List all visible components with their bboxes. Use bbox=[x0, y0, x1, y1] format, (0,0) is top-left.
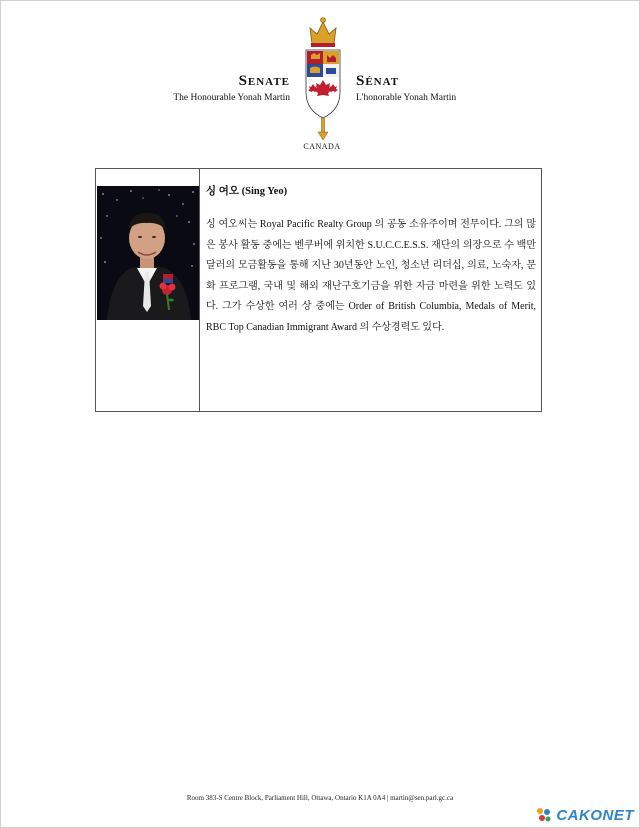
watermark-logo-icon bbox=[535, 806, 553, 824]
footer-address: Room 383-S Centre Block, Parliament Hill, Ottawa, Ontario K1A 0A4 | martin@sen.parl.gc.ca bbox=[186, 794, 454, 802]
senate-crest-icon bbox=[298, 14, 348, 142]
column-divider bbox=[199, 169, 200, 411]
watermark bbox=[535, 806, 634, 824]
watermark-text: CAKONET bbox=[556, 806, 634, 824]
bio-table bbox=[95, 168, 542, 412]
bio-content bbox=[206, 185, 536, 338]
senate-title-en: Senate bbox=[238, 73, 290, 89]
country-label: CANADA bbox=[303, 142, 341, 151]
bio-name: 싱 여오 (Sing Yeo) bbox=[206, 186, 288, 197]
senator-name-en: The Honourable Yonah Martin bbox=[173, 93, 290, 103]
letterhead-french bbox=[356, 72, 496, 104]
portrait-photo bbox=[97, 186, 199, 320]
senate-title-fr: Sénat bbox=[356, 73, 400, 89]
letterhead-english bbox=[166, 72, 290, 104]
bio-paragraph: 싱 여오씨는 Royal Pacific Realty Group 의 공동 소유주이며 전무이다. 그의 많은 봉사 활동 중에는 벤쿠버에 위치한 S.U.C.C.E.S.S. 재단의 의장으로 수 백만 달러의 모금활동을 통해 지난 30년동안 노인, 청소년 리더십, 의료, 노숙자, 문화 프로그램, 국내 및 해외 재난구호기금을 위한 자금 마련을 위한 노력도 있다. 그가 수상한 여러 상 중에는 Order of British Columbia, Medals of Merit, RBC Top Canadian Immigrant Award 의 수상경력도 있다. bbox=[206, 219, 536, 333]
senator-name-fr: L'honorable Yonah Martin bbox=[356, 93, 457, 103]
